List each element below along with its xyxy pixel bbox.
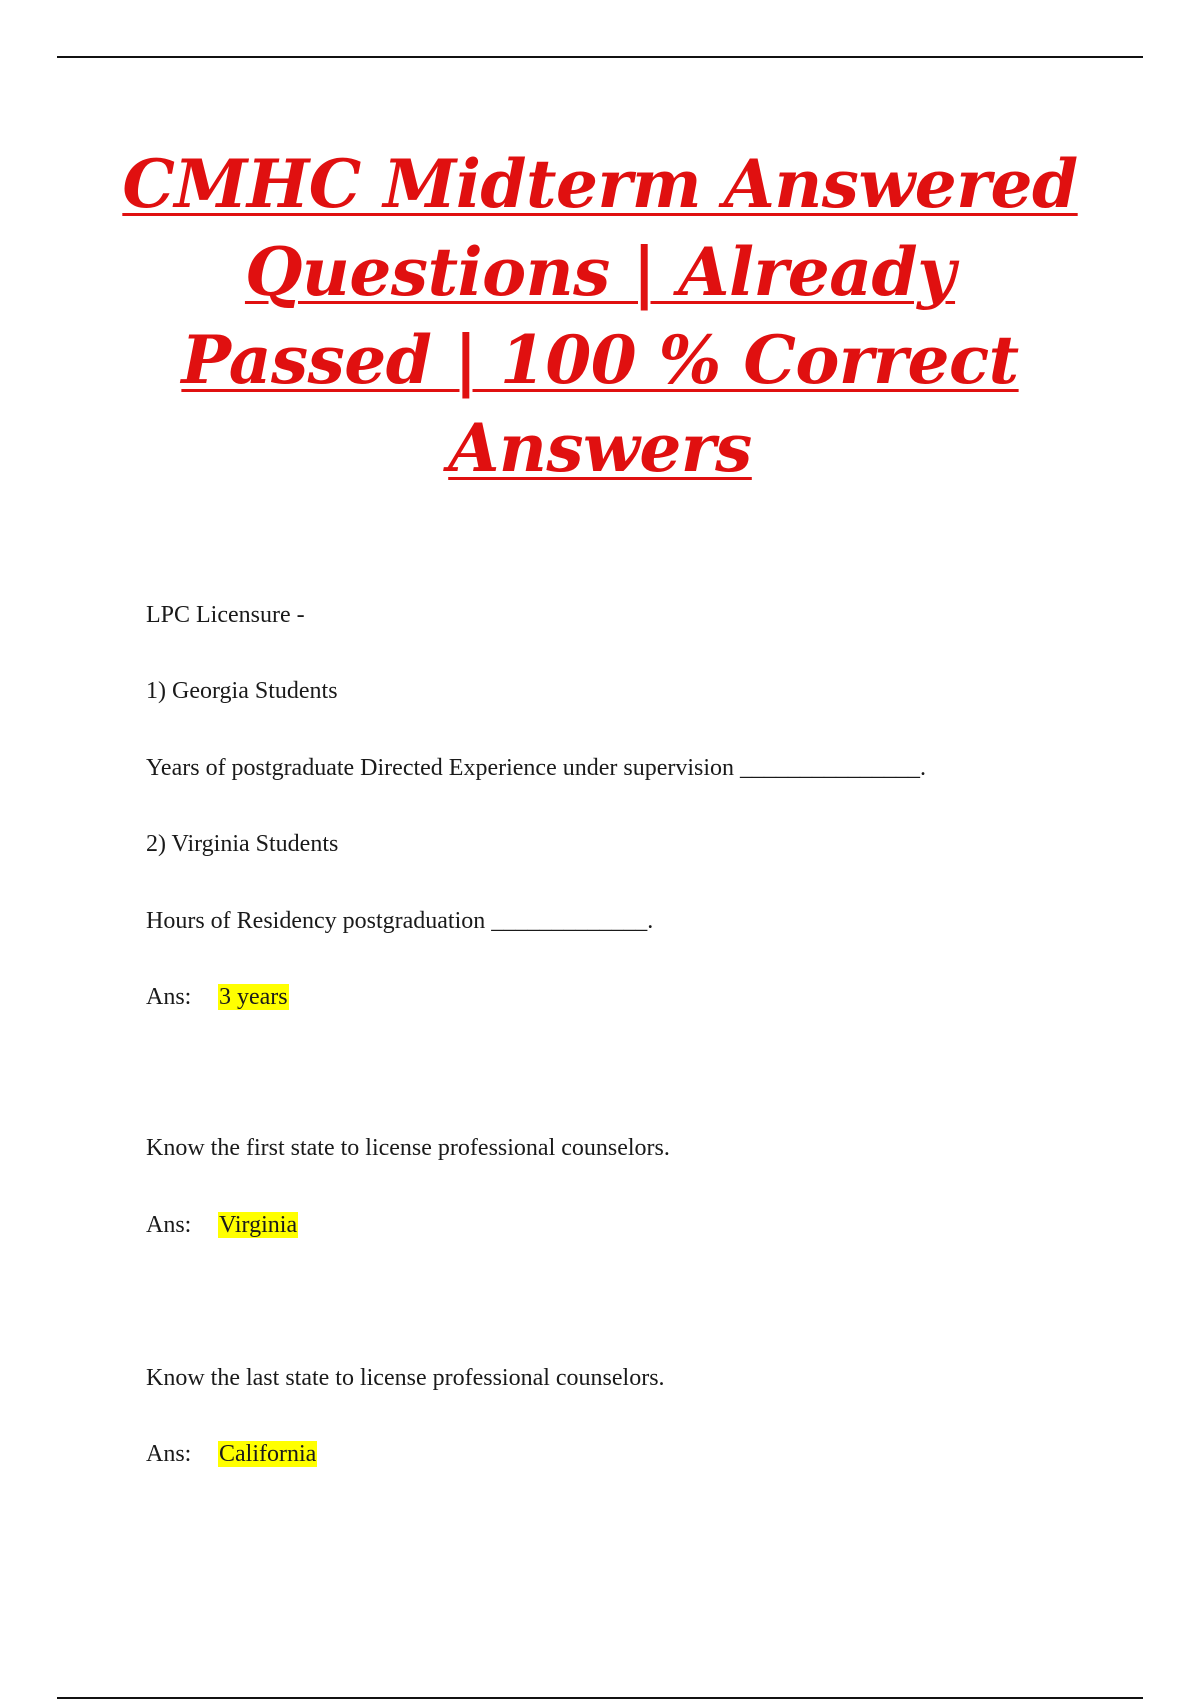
answer-label: Ans: <box>146 1441 192 1467</box>
answer-2 <box>146 1210 298 1240</box>
title-line-2: Questions | Already <box>244 233 956 311</box>
question-1-line-4: 2) Virginia Students <box>146 831 339 857</box>
title-line-4: Answers <box>448 409 752 487</box>
question-1-line-3: Years of postgraduate Directed Experience under supervision _______________. <box>146 755 927 781</box>
bottom-rule <box>57 1697 1143 1699</box>
title-line-1: CMHC Midterm Answered <box>122 145 1078 223</box>
question-1-line-5: Hours of Residency postgraduation _____________. <box>146 908 654 934</box>
document-title <box>100 140 1100 492</box>
answer-value: California <box>219 1441 317 1467</box>
question-1-line-2: 1) Georgia Students <box>146 678 338 704</box>
top-rule <box>57 56 1143 58</box>
answer-label: Ans: <box>146 1212 192 1238</box>
answer-label: Ans: <box>146 984 192 1010</box>
answer-3 <box>146 1439 317 1469</box>
question-1-line-1: LPC Licensure - <box>146 602 305 628</box>
question-3-line-1: Know the last state to license professional counselors. <box>146 1365 665 1391</box>
answer-value: 3 years <box>219 984 288 1010</box>
answer-value: Virginia <box>219 1212 298 1238</box>
question-2-line-1: Know the first state to license professional counselors. <box>146 1135 670 1161</box>
title-line-3: Passed | 100 % Correct <box>181 321 1019 399</box>
answer-1 <box>146 982 289 1012</box>
